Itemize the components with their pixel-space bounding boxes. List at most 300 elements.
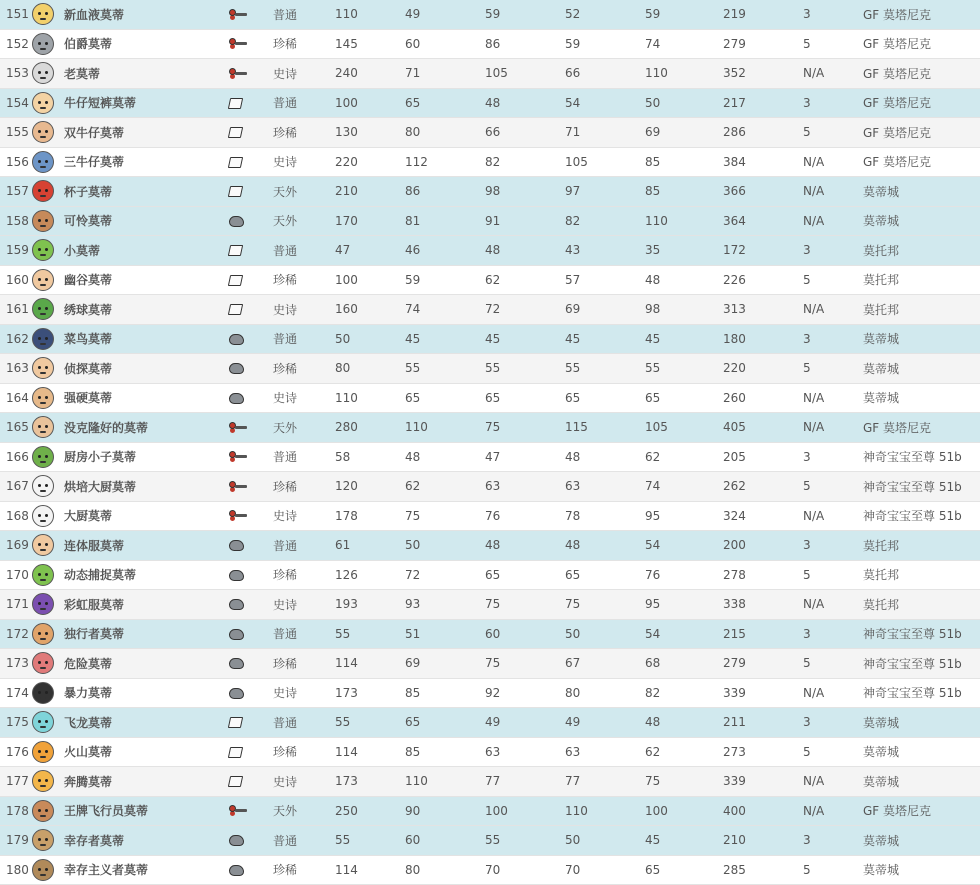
- attack-cell: 81: [405, 206, 485, 236]
- badges-cell: N/A: [803, 177, 863, 207]
- defense-cell: 49: [485, 708, 565, 738]
- morty-name-link[interactable]: 幸存主义者莫蒂: [60, 855, 225, 885]
- rarity-cell: 普通: [273, 0, 335, 29]
- morty-name-link[interactable]: 绣球莫蒂: [60, 295, 225, 325]
- rock-type-icon: [229, 835, 244, 846]
- attack-cell: 110: [405, 767, 485, 797]
- location-cell: 神奇宝宝至尊 51b: [863, 619, 980, 649]
- hydrangea-morty-icon: [32, 298, 54, 320]
- rarity-cell: 珍稀: [273, 354, 335, 384]
- speed-cell: 115: [565, 413, 645, 443]
- morty-name-link[interactable]: 暴力莫蒂: [60, 678, 225, 708]
- table-row: [0, 442, 980, 472]
- total-cell: 260: [723, 383, 803, 413]
- total-cell: 273: [723, 737, 803, 767]
- location-cell: 莫托邦: [863, 265, 980, 295]
- rock-type-icon: [229, 629, 244, 640]
- rarity-cell: 天外: [273, 206, 335, 236]
- special-cell: 48: [645, 708, 723, 738]
- attack-cell: 60: [405, 29, 485, 59]
- special-cell: 85: [645, 147, 723, 177]
- location-cell: GF 莫塔尼克: [863, 29, 980, 59]
- defense-cell: 70: [485, 855, 565, 885]
- hp-cell: 170: [335, 206, 405, 236]
- location-cell: 莫托邦: [863, 590, 980, 620]
- rarity-cell: 史诗: [273, 590, 335, 620]
- attack-cell: 65: [405, 383, 485, 413]
- hp-cell: 145: [335, 29, 405, 59]
- hp-cell: 58: [335, 442, 405, 472]
- rarity-cell: 普通: [273, 708, 335, 738]
- special-cell: 105: [645, 413, 723, 443]
- table-row: [0, 501, 980, 531]
- location-cell: 莫托邦: [863, 531, 980, 561]
- speed-cell: 67: [565, 649, 645, 679]
- attack-cell: 90: [405, 796, 485, 826]
- rarity-cell: 史诗: [273, 59, 335, 89]
- morty-name-link[interactable]: 奔腾莫蒂: [60, 767, 225, 797]
- row-number: 173: [0, 649, 32, 679]
- total-cell: 338: [723, 590, 803, 620]
- morty-name-link[interactable]: 伯爵莫蒂: [60, 29, 225, 59]
- scissors-type-icon: [229, 422, 247, 434]
- badges-cell: 5: [803, 29, 863, 59]
- location-cell: 莫蒂城: [863, 767, 980, 797]
- speed-cell: 48: [565, 531, 645, 561]
- special-cell: 62: [645, 737, 723, 767]
- badges-cell: 5: [803, 737, 863, 767]
- total-cell: 364: [723, 206, 803, 236]
- table-row: [0, 383, 980, 413]
- row-number: 163: [0, 354, 32, 384]
- badges-cell: 5: [803, 118, 863, 148]
- attack-cell: 80: [405, 118, 485, 148]
- badges-cell: 5: [803, 265, 863, 295]
- morty-name-link[interactable]: 王牌飞行员莫蒂: [60, 796, 225, 826]
- paper-type-icon: [228, 747, 243, 758]
- row-number: 155: [0, 118, 32, 148]
- attack-cell: 112: [405, 147, 485, 177]
- special-cell: 35: [645, 236, 723, 266]
- attack-cell: 75: [405, 501, 485, 531]
- morty-name-link[interactable]: 强硬莫蒂: [60, 383, 225, 413]
- scissors-type-icon: [229, 451, 247, 463]
- row-number: 172: [0, 619, 32, 649]
- speed-cell: 105: [565, 147, 645, 177]
- location-cell: GF 莫塔尼克: [863, 413, 980, 443]
- special-cell: 98: [645, 295, 723, 325]
- special-cell: 68: [645, 649, 723, 679]
- rainbow-suit-morty-icon: [32, 593, 54, 615]
- attack-cell: 65: [405, 88, 485, 118]
- total-cell: 205: [723, 442, 803, 472]
- total-cell: 226: [723, 265, 803, 295]
- attack-cell: 86: [405, 177, 485, 207]
- ace-pilot-morty-icon: [32, 800, 54, 822]
- attack-cell: 71: [405, 59, 485, 89]
- defense-cell: 48: [485, 531, 565, 561]
- row-number: 160: [0, 265, 32, 295]
- rarity-cell: 珍稀: [273, 29, 335, 59]
- defense-cell: 55: [485, 354, 565, 384]
- badges-cell: 3: [803, 442, 863, 472]
- morty-name-link[interactable]: 火山莫蒂: [60, 737, 225, 767]
- scissors-type-icon: [229, 68, 247, 80]
- attack-cell: 85: [405, 737, 485, 767]
- badges-cell: N/A: [803, 767, 863, 797]
- speed-cell: 65: [565, 560, 645, 590]
- hp-cell: 55: [335, 708, 405, 738]
- scissors-type-icon: [229, 805, 247, 817]
- survivalist-morty-icon: [32, 859, 54, 881]
- special-cell: 85: [645, 177, 723, 207]
- speed-cell: 59: [565, 29, 645, 59]
- total-cell: 262: [723, 472, 803, 502]
- defense-cell: 60: [485, 619, 565, 649]
- rock-type-icon: [229, 599, 244, 610]
- rarity-cell: 普通: [273, 236, 335, 266]
- morty-name-link[interactable]: 双牛仔莫蒂: [60, 118, 225, 148]
- table-row: [0, 206, 980, 236]
- defense-cell: 86: [485, 29, 565, 59]
- table-row: [0, 236, 980, 266]
- rarity-cell: 普通: [273, 442, 335, 472]
- attack-cell: 60: [405, 826, 485, 856]
- rarity-cell: 史诗: [273, 147, 335, 177]
- rarity-cell: 珍稀: [273, 560, 335, 590]
- total-cell: 217: [723, 88, 803, 118]
- table-row: [0, 413, 980, 443]
- location-cell: 莫蒂城: [863, 708, 980, 738]
- row-number: 171: [0, 590, 32, 620]
- badges-cell: N/A: [803, 413, 863, 443]
- total-cell: 286: [723, 118, 803, 148]
- total-cell: 339: [723, 678, 803, 708]
- row-number: 169: [0, 531, 32, 561]
- badges-cell: N/A: [803, 501, 863, 531]
- attack-cell: 80: [405, 855, 485, 885]
- rarity-cell: 珍稀: [273, 737, 335, 767]
- total-cell: 324: [723, 501, 803, 531]
- hp-cell: 126: [335, 560, 405, 590]
- row-number: 161: [0, 295, 32, 325]
- total-cell: 352: [723, 59, 803, 89]
- location-cell: 莫托邦: [863, 295, 980, 325]
- scissors-type-icon: [229, 510, 247, 522]
- hp-cell: 110: [335, 0, 405, 29]
- morty-name-link[interactable]: 没克隆好的莫蒂: [60, 413, 225, 443]
- hp-cell: 173: [335, 767, 405, 797]
- row-number: 151: [0, 0, 32, 29]
- hp-cell: 100: [335, 265, 405, 295]
- rookie-morty-icon: [32, 328, 54, 350]
- location-cell: 神奇宝宝至尊 51b: [863, 649, 980, 679]
- defense-cell: 75: [485, 413, 565, 443]
- morty-name-link[interactable]: 危险莫蒂: [60, 649, 225, 679]
- baker-chef-morty-icon: [32, 475, 54, 497]
- row-number: 179: [0, 826, 32, 856]
- defense-cell: 66: [485, 118, 565, 148]
- row-number: 180: [0, 855, 32, 885]
- table-row: [0, 29, 980, 59]
- rarity-cell: 史诗: [273, 501, 335, 531]
- defense-cell: 47: [485, 442, 565, 472]
- special-cell: 54: [645, 619, 723, 649]
- morty-name-link[interactable]: 三牛仔莫蒂: [60, 147, 225, 177]
- speed-cell: 63: [565, 737, 645, 767]
- total-cell: 339: [723, 767, 803, 797]
- table-row: [0, 324, 980, 354]
- morty-name-link[interactable]: 小莫蒂: [60, 236, 225, 266]
- rarity-cell: 珍稀: [273, 472, 335, 502]
- tough-morty-icon: [32, 387, 54, 409]
- special-cell: 54: [645, 531, 723, 561]
- table-row: [0, 354, 980, 384]
- morty-name-link[interactable]: 菜鸟莫蒂: [60, 324, 225, 354]
- hp-cell: 178: [335, 501, 405, 531]
- table-row: [0, 560, 980, 590]
- table-row: [0, 147, 980, 177]
- attack-cell: 62: [405, 472, 485, 502]
- hp-cell: 160: [335, 295, 405, 325]
- rarity-cell: 普通: [273, 619, 335, 649]
- location-cell: 神奇宝宝至尊 51b: [863, 442, 980, 472]
- rock-type-icon: [229, 540, 244, 551]
- morty-name-link[interactable]: 牛仔短裤莫蒂: [60, 88, 225, 118]
- rarity-cell: 珍稀: [273, 855, 335, 885]
- table-row: [0, 118, 980, 148]
- rarity-cell: 天外: [273, 796, 335, 826]
- speed-cell: 69: [565, 295, 645, 325]
- badges-cell: 5: [803, 855, 863, 885]
- total-cell: 405: [723, 413, 803, 443]
- hp-cell: 120: [335, 472, 405, 502]
- paper-type-icon: [228, 186, 243, 197]
- table-row: [0, 737, 980, 767]
- hp-cell: 210: [335, 177, 405, 207]
- speed-cell: 54: [565, 88, 645, 118]
- badges-cell: N/A: [803, 383, 863, 413]
- rarity-cell: 史诗: [273, 678, 335, 708]
- morty-name-link[interactable]: 烘培大厨莫蒂: [60, 472, 225, 502]
- special-cell: 62: [645, 442, 723, 472]
- rarity-cell: 天外: [273, 177, 335, 207]
- special-cell: 74: [645, 29, 723, 59]
- hp-cell: 280: [335, 413, 405, 443]
- location-cell: GF 莫塔尼克: [863, 0, 980, 29]
- morty-name-link[interactable]: 侦探莫蒂: [60, 354, 225, 384]
- attack-cell: 45: [405, 324, 485, 354]
- morty-name-link[interactable]: 杯子莫蒂: [60, 177, 225, 207]
- row-number: 175: [0, 708, 32, 738]
- badges-cell: 3: [803, 619, 863, 649]
- scissors-type-icon: [229, 9, 247, 21]
- speed-cell: 48: [565, 442, 645, 472]
- morty-name-link[interactable]: 独行者莫蒂: [60, 619, 225, 649]
- special-cell: 69: [645, 118, 723, 148]
- rarity-cell: 普通: [273, 324, 335, 354]
- location-cell: 神奇宝宝至尊 51b: [863, 472, 980, 502]
- rock-type-icon: [229, 688, 244, 699]
- special-cell: 65: [645, 383, 723, 413]
- row-number: 176: [0, 737, 32, 767]
- denim-shorts-morty-icon: [32, 92, 54, 114]
- hp-cell: 47: [335, 236, 405, 266]
- rarity-cell: 珍稀: [273, 118, 335, 148]
- row-number: 177: [0, 767, 32, 797]
- location-cell: 莫托邦: [863, 236, 980, 266]
- rush-morty-icon: [32, 770, 54, 792]
- table-row: [0, 531, 980, 561]
- table-row: [0, 88, 980, 118]
- paper-type-icon: [228, 304, 243, 315]
- defense-cell: 75: [485, 649, 565, 679]
- valley-morty-icon: [32, 269, 54, 291]
- location-cell: GF 莫塔尼克: [863, 147, 980, 177]
- hp-cell: 250: [335, 796, 405, 826]
- rarity-cell: 史诗: [273, 295, 335, 325]
- rock-type-icon: [229, 216, 244, 227]
- row-number: 165: [0, 413, 32, 443]
- speed-cell: 70: [565, 855, 645, 885]
- special-cell: 82: [645, 678, 723, 708]
- badges-cell: N/A: [803, 590, 863, 620]
- rock-type-icon: [229, 393, 244, 404]
- total-cell: 285: [723, 855, 803, 885]
- onesie-morty-icon: [32, 534, 54, 556]
- row-number: 167: [0, 472, 32, 502]
- row-number: 154: [0, 88, 32, 118]
- location-cell: 神奇宝宝至尊 51b: [863, 678, 980, 708]
- location-cell: 莫蒂城: [863, 855, 980, 885]
- total-cell: 210: [723, 826, 803, 856]
- defense-cell: 72: [485, 295, 565, 325]
- triple-denim-morty-icon: [32, 151, 54, 173]
- morty-name-link[interactable]: 幸存者莫蒂: [60, 826, 225, 856]
- table-row: [0, 590, 980, 620]
- special-cell: 45: [645, 826, 723, 856]
- rarity-cell: 天外: [273, 413, 335, 443]
- defense-cell: 63: [485, 472, 565, 502]
- speed-cell: 52: [565, 0, 645, 29]
- defense-cell: 65: [485, 383, 565, 413]
- total-cell: 180: [723, 324, 803, 354]
- rarity-cell: 珍稀: [273, 649, 335, 679]
- special-cell: 59: [645, 0, 723, 29]
- hp-cell: 114: [335, 855, 405, 885]
- hp-cell: 55: [335, 619, 405, 649]
- morty-name-link[interactable]: 动态捕捉莫蒂: [60, 560, 225, 590]
- rarity-cell: 史诗: [273, 767, 335, 797]
- table-row: [0, 295, 980, 325]
- scissors-type-icon: [229, 38, 247, 50]
- rock-type-icon: [229, 334, 244, 345]
- defense-cell: 92: [485, 678, 565, 708]
- table-row: [0, 177, 980, 207]
- row-number: 156: [0, 147, 32, 177]
- special-cell: 55: [645, 354, 723, 384]
- special-cell: 45: [645, 324, 723, 354]
- location-cell: 莫蒂城: [863, 206, 980, 236]
- danger-morty-icon: [32, 652, 54, 674]
- morty-name-link[interactable]: 幽谷莫蒂: [60, 265, 225, 295]
- dragon-morty-icon: [32, 711, 54, 733]
- morty-name-link[interactable]: 大厨莫蒂: [60, 501, 225, 531]
- morty-name-link[interactable]: 厨房小子莫蒂: [60, 442, 225, 472]
- morty-name-link[interactable]: 飞龙莫蒂: [60, 708, 225, 738]
- morty-name-link[interactable]: 可怜莫蒂: [60, 206, 225, 236]
- badges-cell: 5: [803, 472, 863, 502]
- morty-name-link[interactable]: 彩虹服莫蒂: [60, 590, 225, 620]
- defense-cell: 55: [485, 826, 565, 856]
- table-row: [0, 855, 980, 885]
- morty-name-link[interactable]: 老莫蒂: [60, 59, 225, 89]
- speed-cell: 77: [565, 767, 645, 797]
- total-cell: 211: [723, 708, 803, 738]
- special-cell: 74: [645, 472, 723, 502]
- badges-cell: N/A: [803, 206, 863, 236]
- defense-cell: 63: [485, 737, 565, 767]
- speed-cell: 63: [565, 472, 645, 502]
- rock-type-icon: [229, 363, 244, 374]
- table-row: [0, 59, 980, 89]
- lucky-morty-icon: [32, 416, 54, 438]
- defense-cell: 76: [485, 501, 565, 531]
- defense-cell: 105: [485, 59, 565, 89]
- row-number: 170: [0, 560, 32, 590]
- speed-cell: 50: [565, 826, 645, 856]
- badges-cell: 3: [803, 708, 863, 738]
- badges-cell: 3: [803, 236, 863, 266]
- defense-cell: 48: [485, 88, 565, 118]
- badges-cell: 3: [803, 531, 863, 561]
- paper-type-icon: [228, 157, 243, 168]
- paper-type-icon: [228, 275, 243, 286]
- badges-cell: 5: [803, 649, 863, 679]
- chef-morty-icon: [32, 505, 54, 527]
- location-cell: 莫蒂城: [863, 354, 980, 384]
- attack-cell: 49: [405, 0, 485, 29]
- morty-name-link[interactable]: 连体服莫蒂: [60, 531, 225, 561]
- scissors-type-icon: [229, 481, 247, 493]
- row-number: 174: [0, 678, 32, 708]
- violent-morty-icon: [32, 682, 54, 704]
- total-cell: 172: [723, 236, 803, 266]
- defense-cell: 77: [485, 767, 565, 797]
- speed-cell: 78: [565, 501, 645, 531]
- little-morty-icon: [32, 239, 54, 261]
- total-cell: 200: [723, 531, 803, 561]
- total-cell: 279: [723, 29, 803, 59]
- hp-cell: 173: [335, 678, 405, 708]
- total-cell: 215: [723, 619, 803, 649]
- speed-cell: 57: [565, 265, 645, 295]
- morty-name-link[interactable]: 新血液莫蒂: [60, 0, 225, 29]
- badges-cell: N/A: [803, 59, 863, 89]
- total-cell: 366: [723, 177, 803, 207]
- defense-cell: 62: [485, 265, 565, 295]
- speed-cell: 65: [565, 383, 645, 413]
- hp-cell: 130: [335, 118, 405, 148]
- double-denim-morty-icon: [32, 121, 54, 143]
- total-cell: 384: [723, 147, 803, 177]
- location-cell: 莫蒂城: [863, 826, 980, 856]
- speed-cell: 71: [565, 118, 645, 148]
- defense-cell: 48: [485, 236, 565, 266]
- hp-cell: 193: [335, 590, 405, 620]
- total-cell: 400: [723, 796, 803, 826]
- hp-cell: 100: [335, 88, 405, 118]
